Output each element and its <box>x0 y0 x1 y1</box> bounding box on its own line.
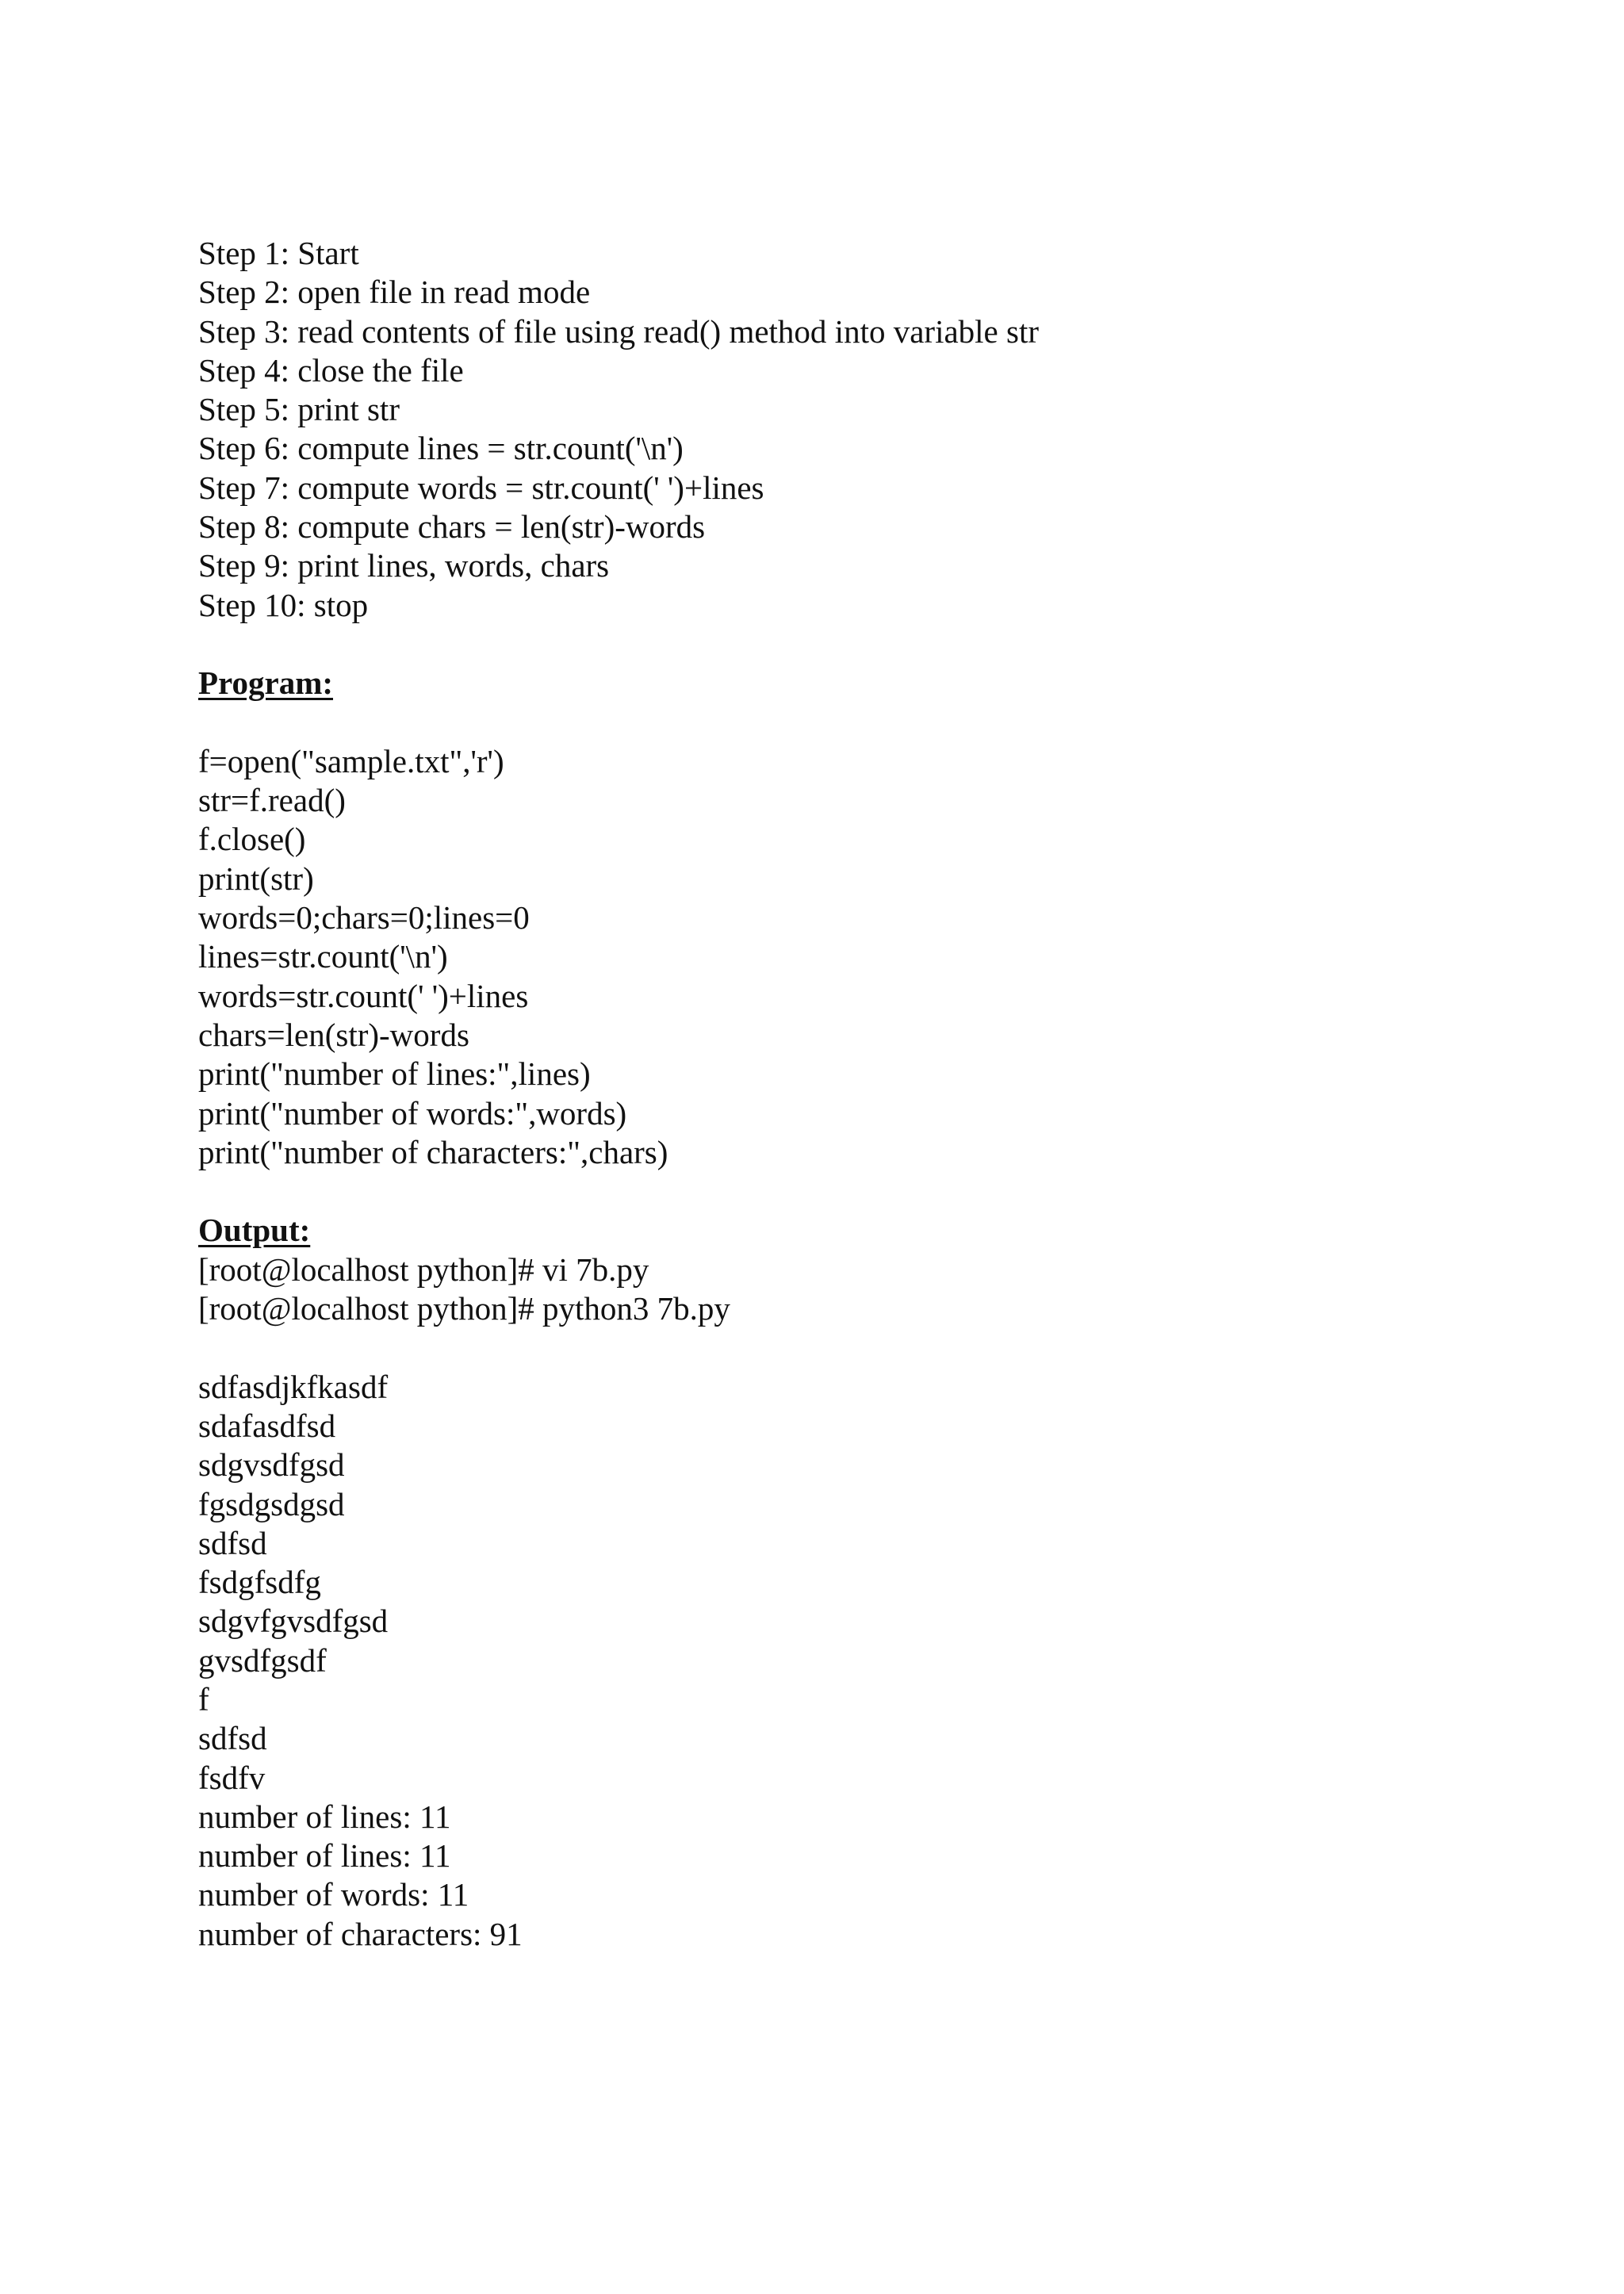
output-line: number of words: 11 <box>198 1876 469 1913</box>
output-line: sdgvsdfgsd <box>198 1446 345 1484</box>
algorithm-step: Step 7: compute words = str.count(' ')+lines <box>198 469 764 506</box>
algorithm-step: Step 4: close the file <box>198 351 464 389</box>
output-line: f <box>198 1680 209 1718</box>
output-heading: Output: <box>198 1212 311 1249</box>
code-line: chars=len(str)-words <box>198 1016 469 1053</box>
code-line: lines=str.count('\n') <box>198 938 448 975</box>
command-line: [root@localhost python]# python3 7b.py <box>198 1290 730 1327</box>
output-results <box>198 1368 1507 1954</box>
output-line: sdafasdfsd <box>198 1407 336 1444</box>
code-line: words=str.count(' ')+lines <box>198 977 529 1014</box>
algorithm-step: Step 2: open file in read mode <box>198 274 591 311</box>
code-line: f.close() <box>198 821 306 858</box>
output-line: sdgvfgvsdfgsd <box>198 1603 389 1640</box>
output-line: number of lines: 11 <box>198 1837 451 1875</box>
code-line: str=f.read() <box>198 782 346 819</box>
output-line: number of characters: 91 <box>198 1915 523 1952</box>
program-code <box>198 742 1507 1172</box>
algorithm-step: Step 6: compute lines = str.count('\n') <box>198 430 684 467</box>
output-line: sdfsd <box>198 1720 267 1757</box>
program-heading: Program: <box>198 664 334 702</box>
code-line: words=0;chars=0;lines=0 <box>198 899 530 936</box>
code-line: print(str) <box>198 860 314 897</box>
output-line: fsdfv <box>198 1759 266 1796</box>
spacer <box>198 1328 1507 1367</box>
algorithm-step: Step 3: read contents of file using read() method into variable str <box>198 312 1039 350</box>
command-line: [root@localhost python]# vi 7b.py <box>198 1250 649 1288</box>
algorithm-step: Step 9: print lines, words, chars <box>198 547 610 584</box>
output-commands <box>198 1250 1507 1329</box>
code-line: print("number of words:",words) <box>198 1094 627 1132</box>
code-line: print("number of lines:",lines) <box>198 1055 591 1093</box>
output-line: gvsdfgsdf <box>198 1641 327 1679</box>
output-line: sdfasdjkfkasdf <box>198 1368 389 1405</box>
algorithm-step: Step 1: Start <box>198 235 359 271</box>
spacer <box>198 625 1507 664</box>
code-line: f=open("sample.txt",'r') <box>198 742 504 779</box>
output-line: fgsdgsdgsd <box>198 1485 345 1522</box>
algorithm-step: Step 8: compute chars = len(str)-words <box>198 508 706 546</box>
algorithm-steps <box>198 234 1507 625</box>
algorithm-step: Step 5: print str <box>198 391 400 428</box>
code-line: print("number of characters:",chars) <box>198 1133 668 1170</box>
output-line: sdfsd <box>198 1524 267 1561</box>
spacer <box>198 1172 1507 1211</box>
output-line: fsdgfsdfg <box>198 1564 321 1601</box>
output-line: number of lines: 11 <box>198 1798 451 1835</box>
document-page <box>198 234 1507 1954</box>
spacer <box>198 703 1507 742</box>
algorithm-step: Step 10: stop <box>198 586 369 623</box>
